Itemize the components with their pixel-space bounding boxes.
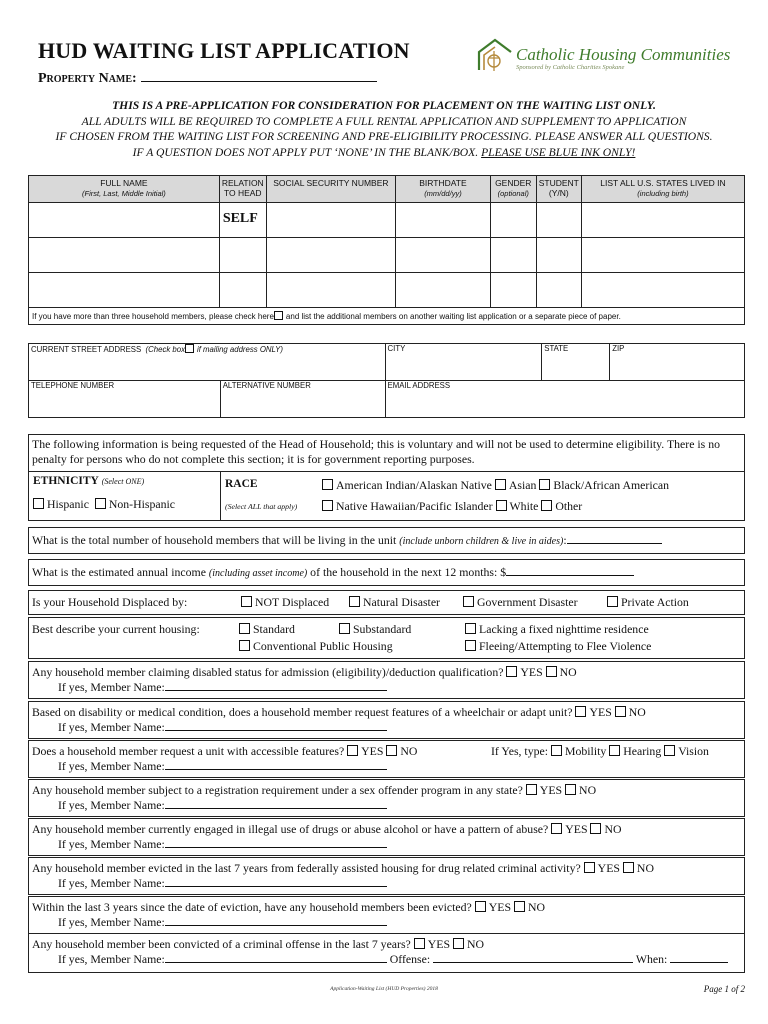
ethnicity-option[interactable]: Hispanic [33,497,89,511]
displaced-option[interactable]: Natural Disaster [349,595,440,610]
states-cell[interactable] [581,203,744,238]
total-members-input[interactable] [567,533,662,544]
income-question: What is the estimated annual income (including asset income) of the household in the next 12 months: $ [28,559,745,586]
ssn-cell[interactable] [266,238,395,273]
housing-option[interactable]: Fleeing/Attempting to Flee Violence [465,639,651,654]
no-checkbox[interactable] [615,706,626,717]
table-row [29,203,745,238]
birthdate-cell[interactable] [396,273,491,308]
relation-cell[interactable] [219,273,266,308]
no-checkbox[interactable] [453,938,464,949]
yes-checkbox[interactable] [551,823,562,834]
footer-form-id: Application-Waiting List (HUD Properties) 2018 [330,986,438,992]
instruction-line-2: ALL ADULTS WILL BE REQUIRED TO COMPLETE A FULL RENTAL APPLICATION AND SUPPLEMENT TO APPLICATION [81,114,687,128]
no-checkbox[interactable] [546,666,557,677]
yes-checkbox[interactable] [506,666,517,677]
displaced-option[interactable]: NOT Displaced [241,595,329,610]
member-name-input[interactable] [165,680,387,691]
non-hispanic-checkbox[interactable] [95,498,106,509]
table-header-row [29,176,745,203]
ssn-cell[interactable] [266,203,395,238]
disabled-question: Any household member claiming disabled status for admission (eligibility)/deduction qualification? YES NO If yes, Member Name: [28,661,745,699]
relation-cell: SELF [219,203,266,238]
birthdate-cell[interactable] [396,203,491,238]
address-table [28,343,745,418]
page-header [38,36,748,96]
race-note: (Select ALL that apply) [225,502,298,511]
student-cell[interactable] [536,203,581,238]
additional-members-row [29,308,745,325]
income-input[interactable] [506,565,634,576]
demographics-section [28,434,745,521]
member-name-input[interactable] [165,720,387,731]
city-field[interactable]: CITY [385,344,542,381]
housing-option[interactable]: Conventional Public Housing [239,639,393,654]
logo-name: Catholic Housing Communities [516,45,731,64]
full-name-cell[interactable] [29,273,220,308]
yes-checkbox[interactable] [414,938,425,949]
when-input[interactable] [670,952,728,963]
full-name-cell[interactable] [29,203,220,238]
column-header: SOCIAL SECURITY NUMBER [266,176,395,203]
column-header: GENDER (optional) [490,176,536,203]
wheelchair-question: Based on disability or medical condition, does a household member request features of a wheelchair or adapt unit? YES NO If yes, Member Name: [28,701,745,739]
logo [476,36,748,76]
gender-cell[interactable] [490,273,536,308]
mobility-checkbox[interactable] [551,745,562,756]
drugs-question: Any household member currently engaged in illegal use of drugs or abuse alcohol or have a pattern of abuse? YES NO If yes, Member Name: [28,818,745,856]
column-header: BIRTHDATE (mm/dd/yy) [396,176,491,203]
no-checkbox[interactable] [386,745,397,756]
race-option[interactable]: Black/African American [539,478,669,492]
displaced-question: Is your Household Displaced by: NOT Displaced Natural Disaster Government Disaster Private Action [28,590,745,615]
member-name-input[interactable] [165,876,387,887]
race-options-row2 [322,499,582,514]
states-cell[interactable] [581,273,744,308]
instruction-line-3: IF CHOSEN FROM THE WAITING LIST FOR SCREENING AND PRE-ELIGIBILITY PROCESSING. PLEASE ANSWER ALL QUESTIONS. [55,130,713,143]
birthdate-cell[interactable] [396,238,491,273]
yes-checkbox[interactable] [584,862,595,873]
race-option[interactable]: American Indian/Alaskan Native [322,478,492,492]
yes-checkbox[interactable] [575,706,586,717]
student-cell[interactable] [536,238,581,273]
ssn-cell[interactable] [266,273,395,308]
housing-checkbox[interactable] [239,640,250,651]
states-cell[interactable] [581,238,744,273]
instruction-blue-ink: PLEASE USE BLUE INK ONLY! [481,145,636,159]
street-address-field[interactable]: CURRENT STREET ADDRESS (Check box if mailing address ONLY) [29,344,386,381]
page-number: Page 1 of 2 [703,984,745,994]
no-checkbox[interactable] [514,901,525,912]
vision-checkbox[interactable] [664,745,675,756]
ethnicity-heading: ETHNICITY (Select ONE) [33,475,145,487]
relation-cell[interactable] [219,238,266,273]
gender-cell[interactable] [490,238,536,273]
yes-checkbox[interactable] [347,745,358,756]
accessible-question: Does a household member request a unit with accessible features? YES NO If Yes, type: Mobility Hearing Vision If yes, Member Name: [28,740,745,778]
race-heading: RACE [225,478,258,490]
logo-subtitle: Sponsored by Catholic Charities Spokane [516,64,625,71]
total-members-question: What is the total number of household members that will be living in the unit (include unborn children & live in aides): [28,527,745,554]
race-option[interactable]: Native Hawaiian/Pacific Islander [322,499,493,513]
displaced-checkbox[interactable] [241,596,252,607]
race-option[interactable]: Asian [495,478,537,492]
column-header: LIST ALL U.S. STATES LIVED IN (including birth) [581,176,744,203]
property-name-field[interactable] [38,70,377,87]
instruction-line-1: THIS IS A PRE-APPLICATION FOR CONSIDERATION FOR PLACEMENT ON THE WAITING LIST ONLY. [112,99,656,112]
housing-option[interactable]: Lacking a fixed nighttime residence [465,622,649,637]
instruction-line-4 [30,145,738,161]
convicted-question: Any household member been convicted of a criminal offense in the last 7 years? YES NO If yes, Member Name: Offense: When: [28,933,745,973]
instructions [30,98,738,160]
offender-question: Any household member subject to a registration requirement under a sex offender program in any state? YES NO If yes, Member Name: [28,779,745,817]
race-checkbox[interactable] [496,500,507,511]
race-options-row1 [322,478,669,493]
housing-question: Best describe your current housing: Standard Substandard Lacking a fixed nighttime residence Conventional Public Housing Fleeing/Attempting to Flee Violence [28,617,745,659]
ethnicity-options [33,497,175,512]
housing-option[interactable]: Substandard [339,622,411,637]
hispanic-checkbox[interactable] [33,498,44,509]
evicted-drug-question: Any household member evicted in the last 7 years from federally assisted housing for drug related criminal activity? YES NO If yes, Member Name: [28,857,745,895]
yes-checkbox[interactable] [526,784,537,795]
race-option[interactable]: Other [541,499,582,513]
member-name-input[interactable] [165,915,387,926]
student-cell[interactable] [536,273,581,308]
page-title: HUD WAITING LIST APPLICATION [38,38,410,63]
ethnicity-option[interactable]: Non-Hispanic [95,497,175,511]
state-field[interactable]: STATE [542,344,610,381]
no-checkbox[interactable] [590,823,601,834]
table-row [29,238,745,273]
property-name-label: Property Name: [38,71,137,86]
column-header: FULL NAME (First, Last, Middle Initial) [29,176,220,203]
household-members-table [28,175,745,325]
member-name-input[interactable] [165,952,387,963]
displaced-checkbox[interactable] [463,596,474,607]
column-header: RELATION TO HEAD [219,176,266,203]
mailing-only-checkbox[interactable] [185,344,194,353]
gender-cell[interactable] [490,203,536,238]
housing-checkbox[interactable] [339,623,350,634]
instruction-none-note: IF A QUESTION DOES NOT APPLY PUT ‘NONE’ IN THE BLANK/BOX. [132,145,479,159]
additional-members-checkbox[interactable] [274,311,283,320]
displaced-option[interactable]: Government Disaster [463,595,578,610]
no-checkbox[interactable] [623,862,634,873]
race-checkbox[interactable] [539,479,550,490]
displaced-checkbox[interactable] [607,596,618,607]
accessible-type-group: If Yes, type: Mobility Hearing Vision [491,744,709,758]
yes-checkbox[interactable] [475,901,486,912]
race-checkbox[interactable] [322,500,333,511]
race-checkbox[interactable] [322,479,333,490]
full-name-cell[interactable] [29,238,220,273]
member-name-input[interactable] [165,837,387,848]
alternative-number-field[interactable]: ALTERNATIVE NUMBER [220,381,385,418]
house-cross-logo-icon [476,36,514,74]
member-name-input[interactable] [165,759,387,770]
evicted-3-years-question: Within the last 3 years since the date of eviction, have any household members been evicted? YES NO If yes, Member Name: [28,896,745,934]
email-field[interactable]: EMAIL ADDRESS [385,381,744,418]
housing-checkbox[interactable] [239,623,250,634]
race-checkbox[interactable] [495,479,506,490]
housing-checkbox[interactable] [465,640,476,651]
displaced-option[interactable]: Private Action [607,595,689,610]
zip-field[interactable]: ZIP [610,344,745,381]
property-name-line[interactable] [141,70,377,82]
housing-option[interactable]: Standard [239,622,295,637]
table-row [29,273,745,308]
telephone-field[interactable]: TELEPHONE NUMBER [29,381,221,418]
race-option[interactable]: White [496,499,539,513]
offense-input[interactable] [433,952,633,963]
additional-members-note: If you have more than three household members, please check here and list the additional members on another waiting list application or a separate piece of paper. [29,308,745,325]
column-header: STUDENT (Y/N) [536,176,581,203]
demographics-intro: The following information is being requested of the Head of Household; this is voluntary and will not be used to determine eligibility. There is no penalty for persons who do not complete this section; it is for government reporting purposes. [32,437,721,466]
no-checkbox[interactable] [565,784,576,795]
hearing-checkbox[interactable] [609,745,620,756]
member-name-input[interactable] [165,798,387,809]
race-checkbox[interactable] [541,500,552,511]
displaced-checkbox[interactable] [349,596,360,607]
housing-checkbox[interactable] [465,623,476,634]
